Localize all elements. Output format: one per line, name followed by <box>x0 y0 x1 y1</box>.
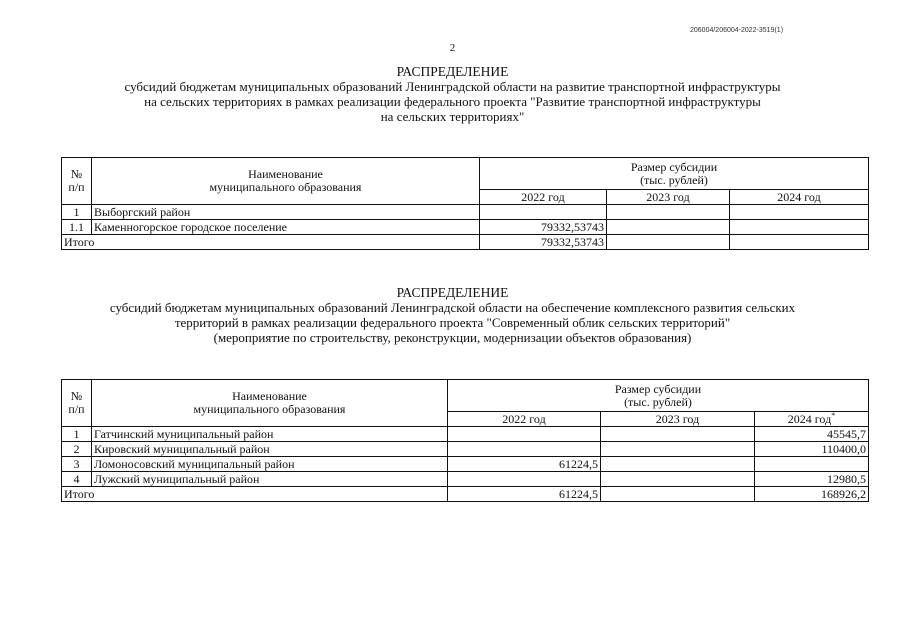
section2-title: РАСПРЕДЕЛЕНИЕ <box>396 285 509 300</box>
total-value-2022: 61224,5 <box>448 487 601 502</box>
row-name: Гатчинский муниципальный район <box>92 427 448 442</box>
header-name: Наименование муниципального образования <box>92 158 480 205</box>
footnote-mark: * <box>831 411 836 420</box>
row-no: 1 <box>62 427 92 442</box>
row-value-2024: 45545,7 <box>755 427 869 442</box>
total-value-2023 <box>607 235 730 250</box>
row-name: Ломоносовский муниципальный район <box>92 457 448 472</box>
row-value-2022 <box>448 427 601 442</box>
row-value-2024 <box>755 457 869 472</box>
table-row <box>62 472 869 487</box>
section2-heading <box>0 285 905 345</box>
row-name: Каменногорское городское поселение <box>92 220 480 235</box>
header-no: № п/п <box>62 380 92 427</box>
header-year-2024: 2024 год <box>730 190 869 205</box>
row-no: 3 <box>62 457 92 472</box>
total-label: Итого <box>62 487 448 502</box>
row-no: 1.1 <box>62 220 92 235</box>
total-value-2022: 79332,53743 <box>480 235 607 250</box>
section2-subtitle-line1: субсидий бюджетам муниципальных образований Ленинградской области на обеспечение комплексного развития сельских <box>109 300 796 315</box>
header-name: Наименование муниципального образования <box>92 380 448 427</box>
row-value-2023 <box>607 205 730 220</box>
header-year-2023: 2023 год <box>601 412 755 427</box>
row-value-2022: 79332,53743 <box>480 220 607 235</box>
table-row <box>62 205 869 220</box>
row-value-2024 <box>730 220 869 235</box>
subsidy-table-2 <box>61 379 869 502</box>
section2-subtitle-line3: (мероприятие по строительству, реконструкции, модернизации объектов образования) <box>213 330 692 345</box>
row-name: Лужский муниципальный район <box>92 472 448 487</box>
header-no: № п/п <box>62 158 92 205</box>
table-row <box>62 427 869 442</box>
page-number: 2 <box>449 42 456 54</box>
section1-subtitle-line1: субсидий бюджетам муниципальных образований Ленинградской области на развитие транспортной инфраструктуры <box>124 79 781 94</box>
row-value-2023 <box>601 457 755 472</box>
total-value-2024: 168926,2 <box>755 487 869 502</box>
total-value-2024 <box>730 235 869 250</box>
table-row <box>62 220 869 235</box>
row-value-2022 <box>480 205 607 220</box>
header-amount: Размер субсидии (тыс. рублей) <box>480 158 869 190</box>
row-value-2024: 110400,0 <box>755 442 869 457</box>
header-year-2023: 2023 год <box>607 190 730 205</box>
section1-subtitle-line2: на сельских территориях в рамках реализации федерального проекта "Развитие транспортной инфраструктуры <box>144 94 761 109</box>
section1-subtitle-line3: на сельских территориях" <box>380 109 525 124</box>
total-label: Итого <box>62 235 480 250</box>
row-no: 2 <box>62 442 92 457</box>
row-value-2023 <box>601 427 755 442</box>
row-value-2023 <box>601 472 755 487</box>
row-name: Выборгский район <box>92 205 480 220</box>
subsidy-table-1 <box>61 157 869 250</box>
row-value-2023 <box>601 442 755 457</box>
row-value-2022 <box>448 472 601 487</box>
row-no: 1 <box>62 205 92 220</box>
section1-heading <box>0 64 905 124</box>
header-year-2024: 2024 год* <box>755 412 869 427</box>
header-year-2022: 2022 год <box>480 190 607 205</box>
section1-title: РАСПРЕДЕЛЕНИЕ <box>396 64 509 79</box>
table-row <box>62 457 869 472</box>
row-value-2023 <box>607 220 730 235</box>
row-value-2024: 12980,5 <box>755 472 869 487</box>
header-amount: Размер субсидии (тыс. рублей) <box>448 380 869 412</box>
row-name: Кировский муниципальный район <box>92 442 448 457</box>
document-id: 206004/206004-2022-3519(1) <box>690 27 784 34</box>
row-no: 4 <box>62 472 92 487</box>
table-row <box>62 442 869 457</box>
row-value-2022: 61224,5 <box>448 457 601 472</box>
header-year-2022: 2022 год <box>448 412 601 427</box>
row-value-2024 <box>730 205 869 220</box>
total-value-2023 <box>601 487 755 502</box>
row-value-2022 <box>448 442 601 457</box>
total-row <box>62 487 869 502</box>
section2-subtitle-line2: территорий в рамках реализации федерального проекта "Современный облик сельских территорий" <box>174 315 731 330</box>
total-row <box>62 235 869 250</box>
